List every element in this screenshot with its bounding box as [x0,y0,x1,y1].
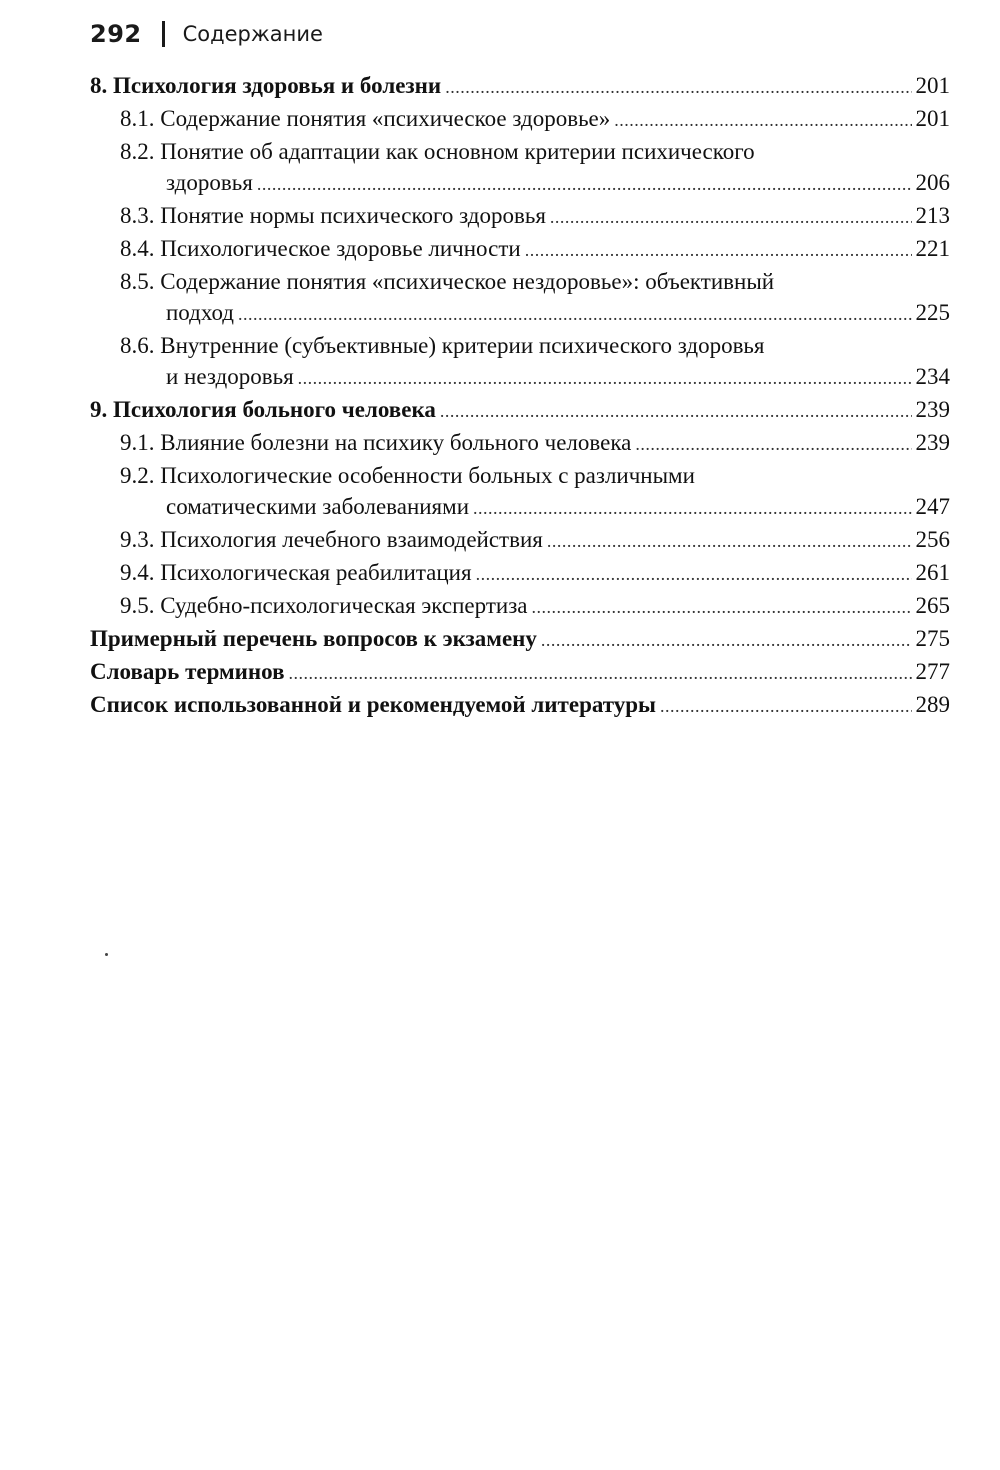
toc-entry-title: 9.3. Психология лечебного взаимодействия [120,527,543,552]
toc-entry-page: 234 [915,364,950,389]
toc-entry-page: 239 [915,430,950,455]
toc-entry-page: 247 [915,494,950,519]
dot-leader [541,623,912,656]
dot-leader [298,361,912,394]
dot-leader [440,394,912,427]
toc-section-8-2[interactable] [90,136,950,200]
toc-entry-title: Примерный перечень вопросов к экзамену [90,626,537,651]
toc-entry-page: 206 [915,170,950,195]
toc-entry-page: 221 [915,236,950,261]
dot-leader [476,557,912,590]
toc-entry-page: 213 [915,203,950,228]
toc-entry-title: 9. Психология больного человека [90,397,436,422]
toc-section-9-1[interactable] [90,427,950,460]
dot-leader [614,103,911,136]
toc-entry-title: 8.4. Психологическое здоровье личности [120,236,521,261]
toc-entry-page: 239 [915,397,950,422]
toc-entry-title-continuation: соматическими заболеваниями [166,494,469,519]
toc-entry-page: 225 [915,300,950,325]
dot-leader [525,233,912,266]
toc-section-8-1[interactable] [90,103,950,136]
toc-entry-page: 201 [915,106,950,131]
dot-leader [660,689,911,722]
toc-glossary[interactable] [90,656,950,689]
toc-entry-title: 9.2. Психологические особенности больных с различными [120,463,695,488]
toc-entry-title: 8.2. Понятие об адаптации как основном критерии психического [120,139,755,164]
dot-leader [532,590,912,623]
dot-leader [635,427,911,460]
print-speck [105,953,108,956]
dot-leader [445,70,911,103]
toc-entry-title: 9.4. Психологическая реабилитация [120,560,472,585]
dot-leader [257,167,912,200]
toc-entry-title-continuation: здоровья [166,170,253,195]
dot-leader [238,297,911,330]
toc-entry-title: 9.5. Судебно-психологическая экспертиза [120,593,528,618]
toc-entry-page: 275 [915,626,950,651]
toc-section-9-4[interactable] [90,557,950,590]
toc-chapter-8[interactable] [90,70,950,103]
toc-chapter-9[interactable] [90,394,950,427]
toc-entry-page: 277 [915,659,950,684]
running-head [90,14,323,54]
toc-section-9-5[interactable] [90,590,950,623]
dot-leader [473,491,912,524]
toc-section-8-5[interactable] [90,266,950,330]
toc-entry-title: 8.1. Содержание понятия «психическое здоровье» [120,106,611,131]
header-divider [162,21,165,47]
toc-exam-questions[interactable] [90,623,950,656]
toc-references[interactable] [90,689,950,722]
dot-leader [550,200,912,233]
toc-entry-page: 265 [915,593,950,618]
toc-entry-title: 8.6. Внутренние (субъективные) критерии психического здоровья [120,333,765,358]
toc-entry-title: 8.3. Понятие нормы психического здоровья [120,203,546,228]
toc-entry-page: 289 [915,692,950,717]
toc-entry-title: Список использованной и рекомендуемой литературы [90,692,657,717]
toc-entry-title: 8. Психология здоровья и болезни [90,73,442,98]
toc-section-8-4[interactable] [90,233,950,266]
dot-leader [289,656,912,689]
toc-entry-page: 201 [915,73,950,98]
toc-entry-page: 256 [915,527,950,552]
toc-entry-title: 9.1. Влияние болезни на психику больного человека [120,430,632,455]
toc-entry-title-continuation: подход [166,300,235,325]
running-head-title: Содержание [182,22,323,46]
toc-section-8-3[interactable] [90,200,950,233]
toc-entry-title-continuation: и нездоровья [166,364,294,389]
toc-entry-title: Словарь терминов [90,659,285,684]
dot-leader [547,524,912,557]
toc-section-8-6[interactable] [90,330,950,394]
toc-entry-page: 261 [915,560,950,585]
toc-entry-title: 8.5. Содержание понятия «психическое нездоровье»: объективный [120,269,775,294]
page-number: 292 [90,20,142,48]
toc-section-9-2[interactable] [90,460,950,524]
table-of-contents [90,70,950,722]
toc-section-9-3[interactable] [90,524,950,557]
